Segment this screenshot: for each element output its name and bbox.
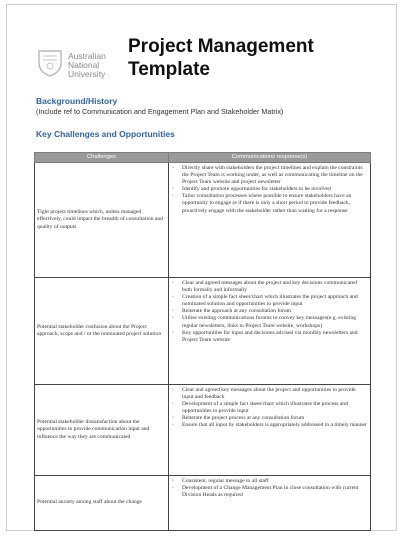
logo-line-2: National xyxy=(68,60,100,70)
bullet-icon: ▫ xyxy=(172,423,174,429)
list-item xyxy=(172,315,368,329)
list-item xyxy=(172,294,368,308)
table-row xyxy=(35,385,371,476)
bullet-icon: ▫ xyxy=(172,187,174,193)
bullet-icon: ▫ xyxy=(172,281,174,286)
response-text: Tailor consultation processes where possible to ensure stakeholders have an opportunity to engage (e if there is only a short period to provide feedback, proactively engage with the stakeholder rather than waiting for a response xyxy=(182,193,352,214)
bullet-icon: ▫ xyxy=(172,388,174,393)
bullet-icon: ▫ xyxy=(172,416,174,422)
response-text: Creation of a simple fact sheet/chart which illustrates the project approach and nominated solution and opportunities to provide input xyxy=(182,294,358,308)
response-text: Clear and agreed messages about the project and key decisions communicated both formally and informally xyxy=(182,280,357,294)
header-communications-responses: Communications response(s) xyxy=(169,153,371,163)
response-cell xyxy=(169,476,371,531)
bullet-icon: ▫ xyxy=(172,295,174,301)
list-item xyxy=(172,186,368,193)
anu-logo xyxy=(36,43,116,83)
document-page xyxy=(6,4,397,531)
logo-text xyxy=(68,52,106,79)
response-text: Development of a simple fact sheet/chart which illustrates the process and opportunities to provide input xyxy=(182,401,348,415)
response-list xyxy=(172,478,368,499)
list-item xyxy=(172,485,368,499)
response-list xyxy=(172,280,368,344)
challenge-cell: Potential anxiety among staff about the change xyxy=(35,476,169,531)
challenge-cell: Potential stakeholder confusion about the Project approach, scope and / or the nominated project solution xyxy=(35,278,169,385)
bullet-icon: ▫ xyxy=(172,479,174,484)
bullet-icon: ▫ xyxy=(172,486,174,492)
challenge-cell: Tight project timelines which, unless managed effectively, could impact the breadth of consultation and quality of outputs xyxy=(35,163,169,278)
response-text: Directly share with stakeholders the project timelines and explain the constraints the Project Team is working under, as well as communicating the timeline on the Project Team website and project newsletter xyxy=(182,165,363,186)
table-header-row xyxy=(35,153,371,163)
title-line-1: Project Management xyxy=(128,36,314,57)
table-row xyxy=(35,278,371,385)
background-heading: Background/History xyxy=(36,96,118,106)
response-text: Reiterate the project process at any consultation forum xyxy=(182,415,305,422)
list-item xyxy=(172,330,368,344)
response-text: Development of a Change Management Plan in close consultation with current Division Heads as required xyxy=(182,485,359,499)
response-list xyxy=(172,387,368,430)
response-list xyxy=(172,165,368,215)
bullet-icon: ▫ xyxy=(172,402,174,408)
response-text: Utilise existing communications forums to convey key messages(e.g. existing regular newsletters, links to Project Team website, workshops) xyxy=(182,315,356,329)
challenge-cell: Potential stakeholder dissatisfaction about the opportunities to provide communication input and influence the way they are communicated xyxy=(35,385,169,476)
list-item xyxy=(172,165,368,186)
challenges-table xyxy=(34,152,371,531)
logo-line-3: University xyxy=(68,69,106,79)
response-cell xyxy=(169,385,371,476)
table-row xyxy=(35,163,371,278)
response-text: Clear and agreed key messages about the project and opportunities to provide input and feedback xyxy=(182,387,356,401)
bullet-icon: ▫ xyxy=(172,309,174,315)
response-text: Reiterate the approach at any consultation forum xyxy=(182,308,292,315)
key-challenges-heading: Key Challenges and Opportunities xyxy=(36,129,175,139)
bullet-icon: ▫ xyxy=(172,194,174,200)
list-item xyxy=(172,387,368,401)
title-line-2: Template xyxy=(128,59,211,80)
page-title xyxy=(128,35,314,81)
header-challenges: Challenges xyxy=(35,153,169,163)
university-crest-icon xyxy=(36,47,64,77)
bullet-icon: ▫ xyxy=(172,330,174,336)
response-text: Identify and promote opportunities for stakeholders to be involved xyxy=(182,186,331,193)
table-body xyxy=(35,163,371,531)
bullet-icon: ▫ xyxy=(172,166,174,171)
bullet-icon: ▫ xyxy=(172,316,174,322)
list-item xyxy=(172,280,368,294)
list-item xyxy=(172,422,368,429)
response-cell xyxy=(169,278,371,385)
list-item xyxy=(172,193,368,214)
table-row xyxy=(35,476,371,531)
response-cell xyxy=(169,163,371,278)
response-text: Ensure that all input by stakeholders is appropriately addressed in a timely manner xyxy=(182,422,367,429)
list-item xyxy=(172,415,368,422)
logo-line-1: Australian xyxy=(68,51,106,61)
list-item xyxy=(172,401,368,415)
response-text: Key opportunities for input and decisions advised via monthly newsletters and Project Team website xyxy=(182,329,358,343)
background-subtext: (Include ref to Communication and Engagement Plan and Stakeholder Matrix) xyxy=(36,107,284,116)
response-text: Consistent, regular message to all staff xyxy=(182,478,269,484)
